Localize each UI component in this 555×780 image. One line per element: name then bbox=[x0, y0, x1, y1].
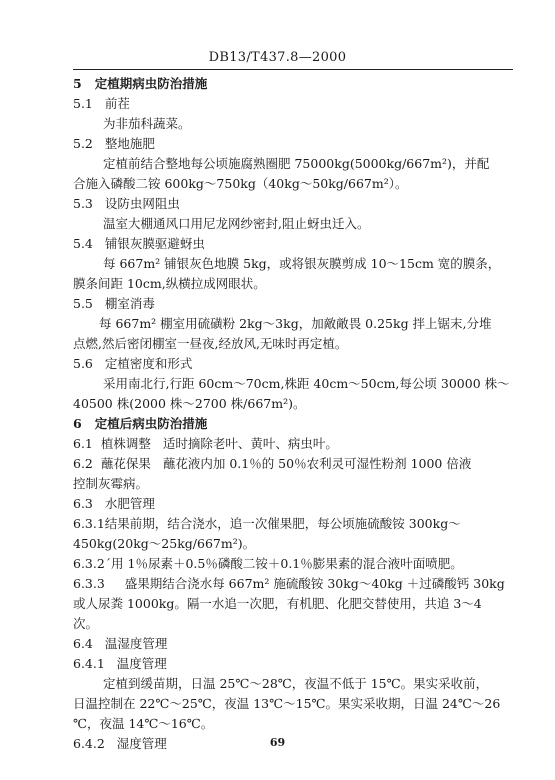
section-5-1-heading: 5.1 前茬 bbox=[73, 96, 130, 111]
section-6-4-2-heading: 6.4.2 湿度管理 bbox=[73, 736, 167, 751]
section-5-4-line-2: 膜条间距 10cm,纵横拉成网眼状。 bbox=[73, 276, 266, 291]
section-5-6-line-1: 采用南北行,行距 60cm～70cm,株距 40cm～50cm,每公顷 30000 株～ bbox=[103, 376, 510, 391]
section-6-heading: 6 定植后病虫防治措施 bbox=[73, 416, 208, 431]
section-5-1-body: 为非茄科蔬菜。 bbox=[103, 116, 191, 131]
section-5-2-line-1: 定植前结合整地每公顷施腐熟圈肥 75000kg(5000kg/667m²)，并配 bbox=[103, 156, 490, 171]
page-number: 69 bbox=[269, 736, 286, 749]
document-header-id: DB13/T437.8—2000 bbox=[208, 50, 347, 65]
section-6-1-line: 6.1 植株调整 适时摘除老叶、黄叶、病虫叶。 bbox=[73, 436, 338, 451]
section-6-2-line-1: 6.2 蘸花保果 蘸花液内加 0.1％的 50％农利灵可湿性粉剂 1000 倍液 bbox=[73, 456, 472, 471]
section-6-3-3-line-1: 6.3.3 盛果期结合浇水每 667m² 施硫酸铵 30kg～40kg ＋过磷酸钙 30kg bbox=[73, 576, 505, 591]
section-5-5-heading: 5.5 棚室消毒 bbox=[73, 296, 155, 311]
section-5-5-line-2: 点燃,然后密闭棚室一昼夜,经放风,无味时再定植。 bbox=[73, 336, 348, 351]
section-6-3-3-line-3: 次。 bbox=[73, 616, 99, 631]
section-5-heading: 5 定植期病虫防治措施 bbox=[73, 76, 208, 91]
document-body bbox=[73, 74, 513, 754]
section-6-3-heading: 6.3 水肥管理 bbox=[73, 496, 155, 511]
section-5-6-line-2: 40500 株(2000 株～2700 株/667m²)。 bbox=[73, 396, 306, 411]
section-6-4-1-line-1: 定植到缓苗期，日温 25℃～28℃，夜温不低于 15℃。果实采收前， bbox=[103, 676, 489, 691]
section-5-4-heading: 5.4 铺银灰膜驱避蚜虫 bbox=[73, 236, 205, 251]
section-6-3-3-line-2: 或人尿粪 1000kg。隔一水追一次肥，有机肥、化肥交替使用，共追 3～4 bbox=[73, 596, 482, 611]
section-5-4-line-1: 每 667m² 铺银灰色地膜 5kg，或将银灰膜剪成 10～15cm 宽的膜条， bbox=[103, 256, 501, 271]
section-6-4-heading: 6.4 温湿度管理 bbox=[73, 636, 168, 651]
section-5-2-line-2: 合施入磷酸二铵 600kg～750kg（40kg～50kg/667m²）。 bbox=[73, 176, 408, 191]
section-5-5-line-1: 每 667m² 棚室用硫磺粉 2kg～3kg，加敵敵畏 0.25kg 拌上锯末,分堆 bbox=[99, 316, 492, 331]
section-6-4-1-heading: 6.4.1 温度管理 bbox=[73, 656, 167, 671]
section-6-2-line-2: 控制灰霉病。 bbox=[73, 476, 149, 491]
section-6-3-1-line-1: 6.3.1结果前期，结合浇水，追一次催果肥，每公顷施硫酸铵 300kg～ bbox=[73, 516, 461, 531]
section-5-3-line-1: 温室大棚通风口用尼龙网纱密封,阻止蚜虫迁入。 bbox=[103, 216, 370, 231]
section-6-3-2-line-1: 6.3.2´用 1％尿素＋0.5％磷酸二铵＋0.1％膨果素的混合液叶面喷肥。 bbox=[73, 556, 463, 571]
section-5-2-heading: 5.2 整地施肥 bbox=[73, 136, 155, 151]
header-rule bbox=[73, 69, 513, 70]
section-6-4-1-line-3: ℃，夜温 14℃～16℃。 bbox=[73, 716, 214, 731]
section-6-4-1-line-2: 日温控制在 22℃～25℃，夜温 13℃～15℃。果实采收期，日温 24℃～26 bbox=[73, 696, 501, 711]
section-5-6-heading: 5.6 定植密度和形式 bbox=[73, 356, 193, 371]
section-6-3-1-line-2: 450kg(20kg～25kg/667m²)。 bbox=[73, 536, 256, 551]
section-5-3-heading: 5.3 设防虫网阻虫 bbox=[73, 196, 180, 211]
